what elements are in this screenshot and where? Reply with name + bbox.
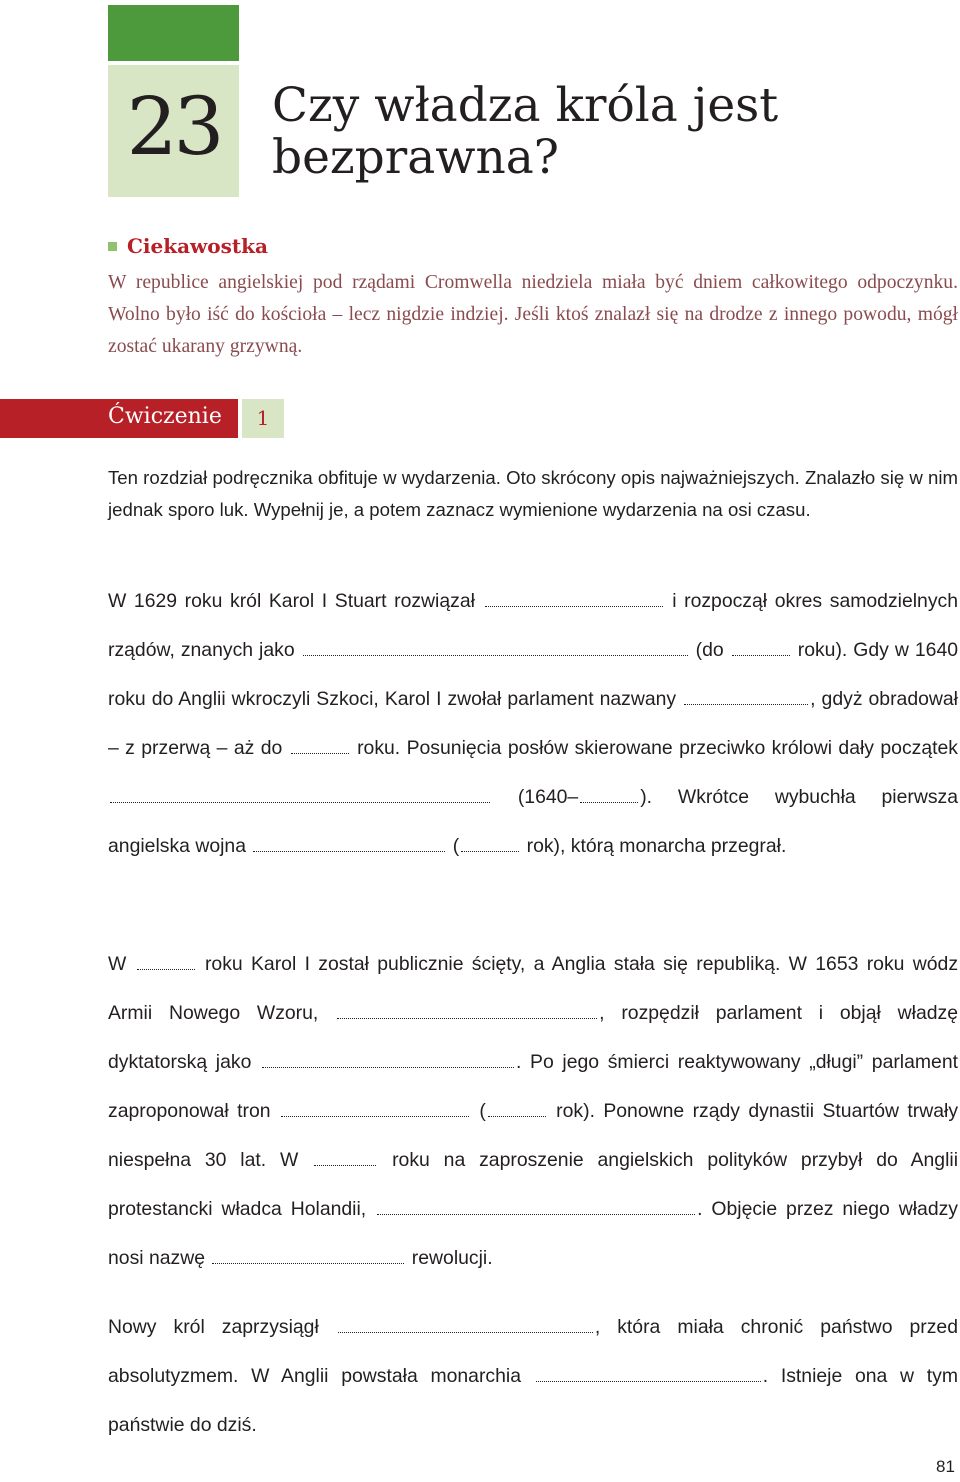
text-segment: roku na zaproszenie angielskich polityków przybył do Anglii protestancki władca Holandii, xyxy=(108,1149,959,1220)
fill-in-blank[interactable] xyxy=(461,839,519,852)
fill-in-blank[interactable] xyxy=(684,692,808,705)
fill-in-blank[interactable] xyxy=(303,643,688,656)
text-segment: ( xyxy=(452,835,460,857)
text-segment: i rozpoczął okres samodzielnych rządów, znanych jako xyxy=(108,590,959,661)
chapter-number-box xyxy=(108,65,239,197)
text-segment: W 1629 roku król Karol I Stuart rozwiązał xyxy=(108,590,475,612)
curiosity-text: W republice angielskiej pod rządami Cromwella niedziela miała być dniem całkowitego odpoczynku. Wolno było iść do kościoła – lecz nigdzie indziej. Jeśli ktoś znalazł się na drodze z innego powodu, mógł zostać ukarany grzywną. xyxy=(108,272,958,357)
exercise-label-box xyxy=(0,399,238,438)
text-segment: . Po jego śmierci reaktywowany „długi” parlament zaproponował tron xyxy=(108,1051,959,1122)
fill-in-blank[interactable] xyxy=(281,1104,469,1117)
fill-in-blank[interactable] xyxy=(291,741,349,754)
text-segment: Nowy król zaprzysiągł xyxy=(108,1316,319,1338)
fill-in-blank[interactable] xyxy=(137,957,195,970)
fill-in-blank[interactable] xyxy=(262,1055,514,1068)
chapter-title xyxy=(272,80,872,184)
fill-in-blank[interactable] xyxy=(212,1251,404,1264)
text-segment: , gdyż obradował – z przerwą – aż do xyxy=(108,688,958,759)
text-segment: ). Wkrótce wybuchła pierwsza angielska wojna xyxy=(108,786,958,857)
exercise-number: 1 xyxy=(242,399,284,438)
exercise-instruction: Ten rozdział podręcznika obfituje w wydarzenia. Oto skrócony opis najważniejszych. Znalazło się w nim jednak sporo luk. Wypełnij je, a potem zaznacz wymienione wydarzenia na osi czasu. xyxy=(108,467,958,520)
chapter-number: 23 xyxy=(126,80,221,173)
fill-in-blank[interactable] xyxy=(314,1153,376,1166)
text-segment: ( xyxy=(479,1100,486,1122)
fill-in-blank[interactable] xyxy=(337,1006,597,1019)
chapter-title-line-2: bezprawna? xyxy=(272,130,559,185)
text-segment: . Istnieje ona w tym państwie do dziś. xyxy=(108,1365,959,1436)
text-segment: roku. Posunięcia posłów skierowane przeciwko królowi dały początek xyxy=(357,737,958,759)
exercise-paragraph-1 xyxy=(108,577,958,871)
text-segment: rewolucji. xyxy=(411,1247,493,1269)
fill-in-blank[interactable] xyxy=(338,1320,593,1333)
fill-in-blank[interactable] xyxy=(377,1202,695,1215)
text-segment: . Objęcie przez niego władzy nosi nazwę xyxy=(108,1198,958,1269)
square-bullet-icon xyxy=(108,242,117,251)
page-number: 81 xyxy=(936,1457,955,1476)
text-segment: , rozpędził parlament i objął władzę dyktatorską jako xyxy=(108,1002,958,1073)
fill-in-blank[interactable] xyxy=(485,594,663,607)
fill-in-blank[interactable] xyxy=(488,1104,546,1117)
fill-in-blank[interactable] xyxy=(253,839,445,852)
chapter-title-line-1: Czy władza króla jest xyxy=(272,78,779,133)
exercise-paragraph-2 xyxy=(108,940,958,1283)
text-segment: , która miała chronić państwo przed absolutyzmem. W Anglii powstała monarchia xyxy=(108,1316,959,1387)
text-segment: rok). Ponowne rządy dynastii Stuartów trwały niespełna 30 lat. W xyxy=(108,1100,959,1171)
fill-in-blank[interactable] xyxy=(580,790,638,803)
text-segment: (1640– xyxy=(517,786,579,808)
curiosity-title: Ciekawostka xyxy=(127,234,268,258)
fill-in-blank[interactable] xyxy=(732,643,790,656)
text-segment: rok), którą monarcha przegrał. xyxy=(526,835,787,857)
exercise-paragraph-3 xyxy=(108,1303,958,1450)
fill-in-blank[interactable] xyxy=(536,1369,761,1382)
text-segment: roku). Gdy w 1640 roku do Anglii wkroczyli Szkoci, Karol I zwołał parlament nazwany xyxy=(108,639,959,710)
text-segment: W xyxy=(108,953,127,975)
chapter-accent-bar xyxy=(108,5,239,61)
text-segment: roku Karol I został publicznie ścięty, a Anglia stała się republiką. W 1653 roku wódz Armii Nowego Wzoru, xyxy=(108,953,959,1024)
fill-in-blank[interactable] xyxy=(110,790,490,803)
curiosity-header xyxy=(108,232,268,260)
text-segment: (do xyxy=(695,639,724,661)
exercise-label: Ćwiczenie xyxy=(108,404,222,429)
